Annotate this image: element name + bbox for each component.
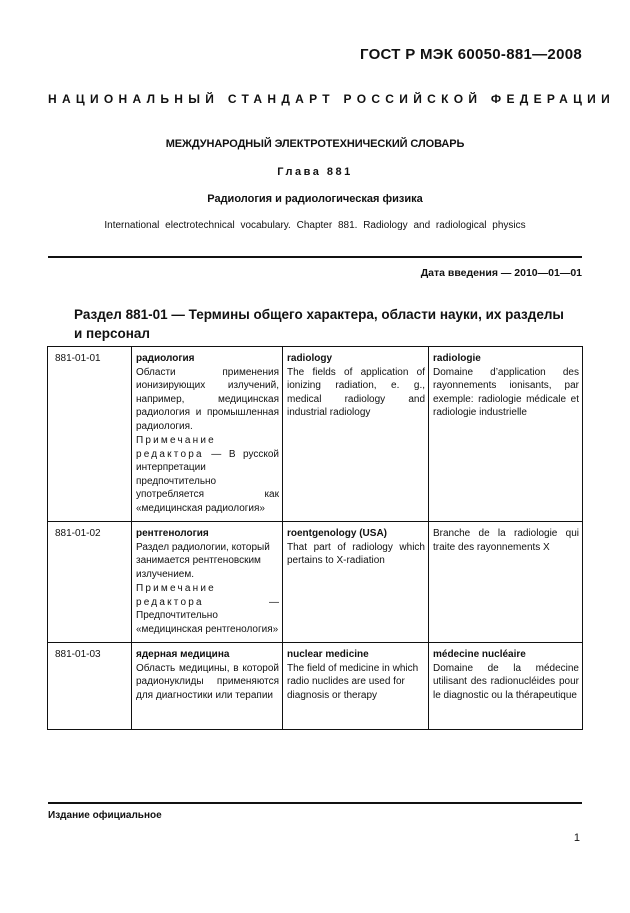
terms-table: [47, 346, 583, 730]
english-title: International electrotechnical vocabulary. Chapter 881. Radiology and radiological physics: [104, 220, 526, 231]
standard-number: ГОСТ Р МЭК 60050-881—2008: [359, 46, 582, 63]
russian-title: Радиология и радиологическая физика: [207, 193, 423, 205]
ru-term: ядерная медицина: [136, 649, 230, 660]
en-term: radiology: [287, 353, 333, 364]
introduction-date: Дата введения — 2010—01—01: [420, 267, 582, 279]
fr-definition: Domaine de la médecine utilisant des radionucléides pour le diagnostic ou la thérapeutique: [433, 662, 579, 701]
fr-term: radiologie: [433, 353, 481, 364]
note-label: Примечание редактора: [136, 435, 216, 460]
entry-number: 881-01-01: [48, 347, 132, 522]
fr-definition: Branche de la radiologie qui traite des rayonnements X: [433, 528, 579, 553]
chapter-title: Глава 881: [277, 166, 353, 178]
page-number: 1: [573, 832, 580, 844]
ru-definition: Раздел радиологии, который занимается рентгеновским излучением.: [136, 541, 270, 580]
official-edition-label: Издание официальное: [48, 810, 162, 821]
footer-divider: [48, 802, 582, 804]
ru-term: рентгенология: [136, 528, 209, 539]
note-text: — В русской интерпретации предпочтительно употребляется как «медицинская радиология»: [136, 448, 280, 514]
table-row: [48, 522, 583, 643]
ru-cell: [132, 347, 283, 522]
note-label: Примечание редактора: [136, 583, 216, 608]
en-cell: [283, 347, 429, 522]
ru-cell: [132, 643, 283, 730]
note-text: — Предпочтительно «медицинская рентгенология»: [136, 596, 279, 635]
fr-cell: [429, 522, 583, 643]
en-cell: [283, 643, 429, 730]
entry-number: 881-01-02: [48, 522, 132, 643]
en-term: roentgenology (USA): [287, 528, 387, 539]
fr-term: médecine nucléaire: [433, 649, 526, 660]
ru-definition: Области применения ионизирующих излучений, например, медицинская радиология и промышленная радиология.: [136, 366, 279, 432]
fr-cell: [429, 347, 583, 522]
en-cell: [283, 522, 429, 643]
ru-term: радиология: [136, 353, 195, 364]
en-definition: The field of medicine in which radio nuclides are used for diagnosis or therapy: [287, 662, 419, 701]
section-title: Раздел 881-01 — Термины общего характера, области науки, их разделы и персонал: [74, 307, 564, 341]
fr-cell: [429, 643, 583, 730]
en-definition: That part of radiology which pertains to X-radiation: [287, 541, 425, 566]
editor-note: [136, 582, 279, 636]
ru-definition: Область медицины, в которой радионуклиды применяются для диагностики или терапии: [136, 662, 279, 701]
editor-note: [136, 434, 279, 515]
table-row: [48, 643, 583, 730]
header-divider: [48, 256, 582, 258]
table-row: [48, 347, 583, 522]
en-definition: The fields of application of ionizing radiation, e. g., medical radiology and industrial radiology: [287, 366, 425, 418]
ru-cell: [132, 522, 283, 643]
fr-definition: Domaine d’application des rayonnements ionisants, par exemple: radiologie médicale et radiologie industrielle: [433, 366, 579, 418]
en-term: nuclear medicine: [287, 649, 369, 660]
national-standard-heading: НАЦИОНАЛЬНЫЙ СТАНДАРТ РОССИЙСКОЙ ФЕДЕРАЦИИ: [48, 92, 616, 106]
entry-number: 881-01-03: [48, 643, 132, 730]
dictionary-title: МЕЖДУНАРОДНЫЙ ЭЛЕКТРОТЕХНИЧЕСКИЙ СЛОВАРЬ: [165, 138, 465, 150]
